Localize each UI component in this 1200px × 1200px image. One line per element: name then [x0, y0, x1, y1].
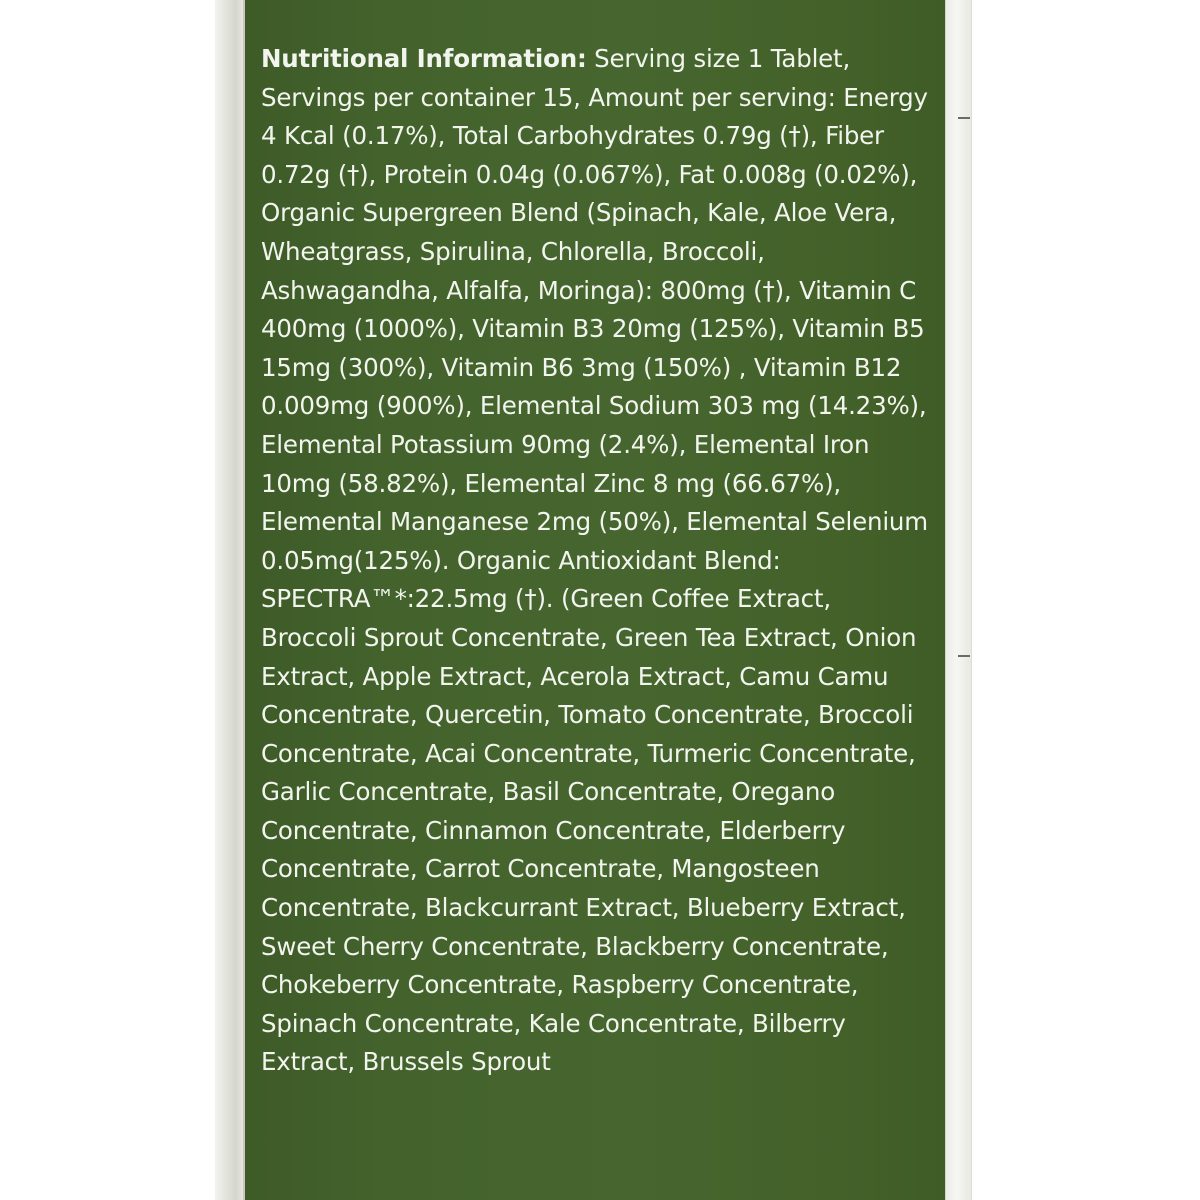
nutrition-label-text: [261, 40, 931, 1082]
package-left-edge: [215, 0, 245, 1200]
edge-tick-mark: [958, 117, 970, 119]
package-right-edge: [945, 0, 972, 1200]
nutrition-body: Serving size 1 Tablet, Servings per container 15, Amount per serving: Energy 4 Kcal (0.17%), Total Carbohydrates 0.79g (†), Fiber 0.72g (†), Protein 0.04g (0.067%), Fat 0.008g (0.02%), Organic Supergreen Blend (Spinach, Kale, Aloe Vera, Wheatgrass, Spirulina, Chlorella, Broccoli, Ashwagandha, Alfalfa, Moringa): 800mg (†), Vitamin C 400mg (1000%), Vitamin B3 20mg (125%), Vitamin B5 15mg (300%), Vitamin B6 3mg (150%) , Vitamin B12 0.009mg (900%), Elemental Sodium 303 mg (14.23%), Elemental Potassium 90mg (2.4%), Elemental Iron 10mg (58.82%), Elemental Zinc 8 mg (66.67%), Elemental Manganese 2mg (50%), Elemental Selenium 0.05mg(125%). Organic Antioxidant Blend: SPECTRA™*:22.5mg (†). (Green Coffee Extract, Broccoli Sprout Concentrate, Green Tea Extract, Onion Extract, Apple Extract, Acerola Extract, Camu Camu Concentrate, Quercetin, Tomato Concentrate, Broccoli Concentrate, Acai Concentrate, Turmeric Concentrate, Garlic Concentrate, Basil Concentrate, Oregano Concentrate, Cinnamon Concentrate, Elderberry Concentrate, Carrot Concentrate, Mangosteen Concentrate, Blackcurrant Extract, Blueberry Extract, Sweet Cherry Concentrate, Blackberry Concentrate, Chokeberry Concentrate, Raspberry Concentrate, Spinach Concentrate, Kale Concentrate, Bilberry Extract, Brussels Sprout: [261, 44, 928, 1077]
nutrition-heading: Nutritional Information:: [261, 44, 587, 73]
edge-tick-mark: [958, 655, 970, 657]
nutrition-label-panel: [245, 0, 945, 1200]
